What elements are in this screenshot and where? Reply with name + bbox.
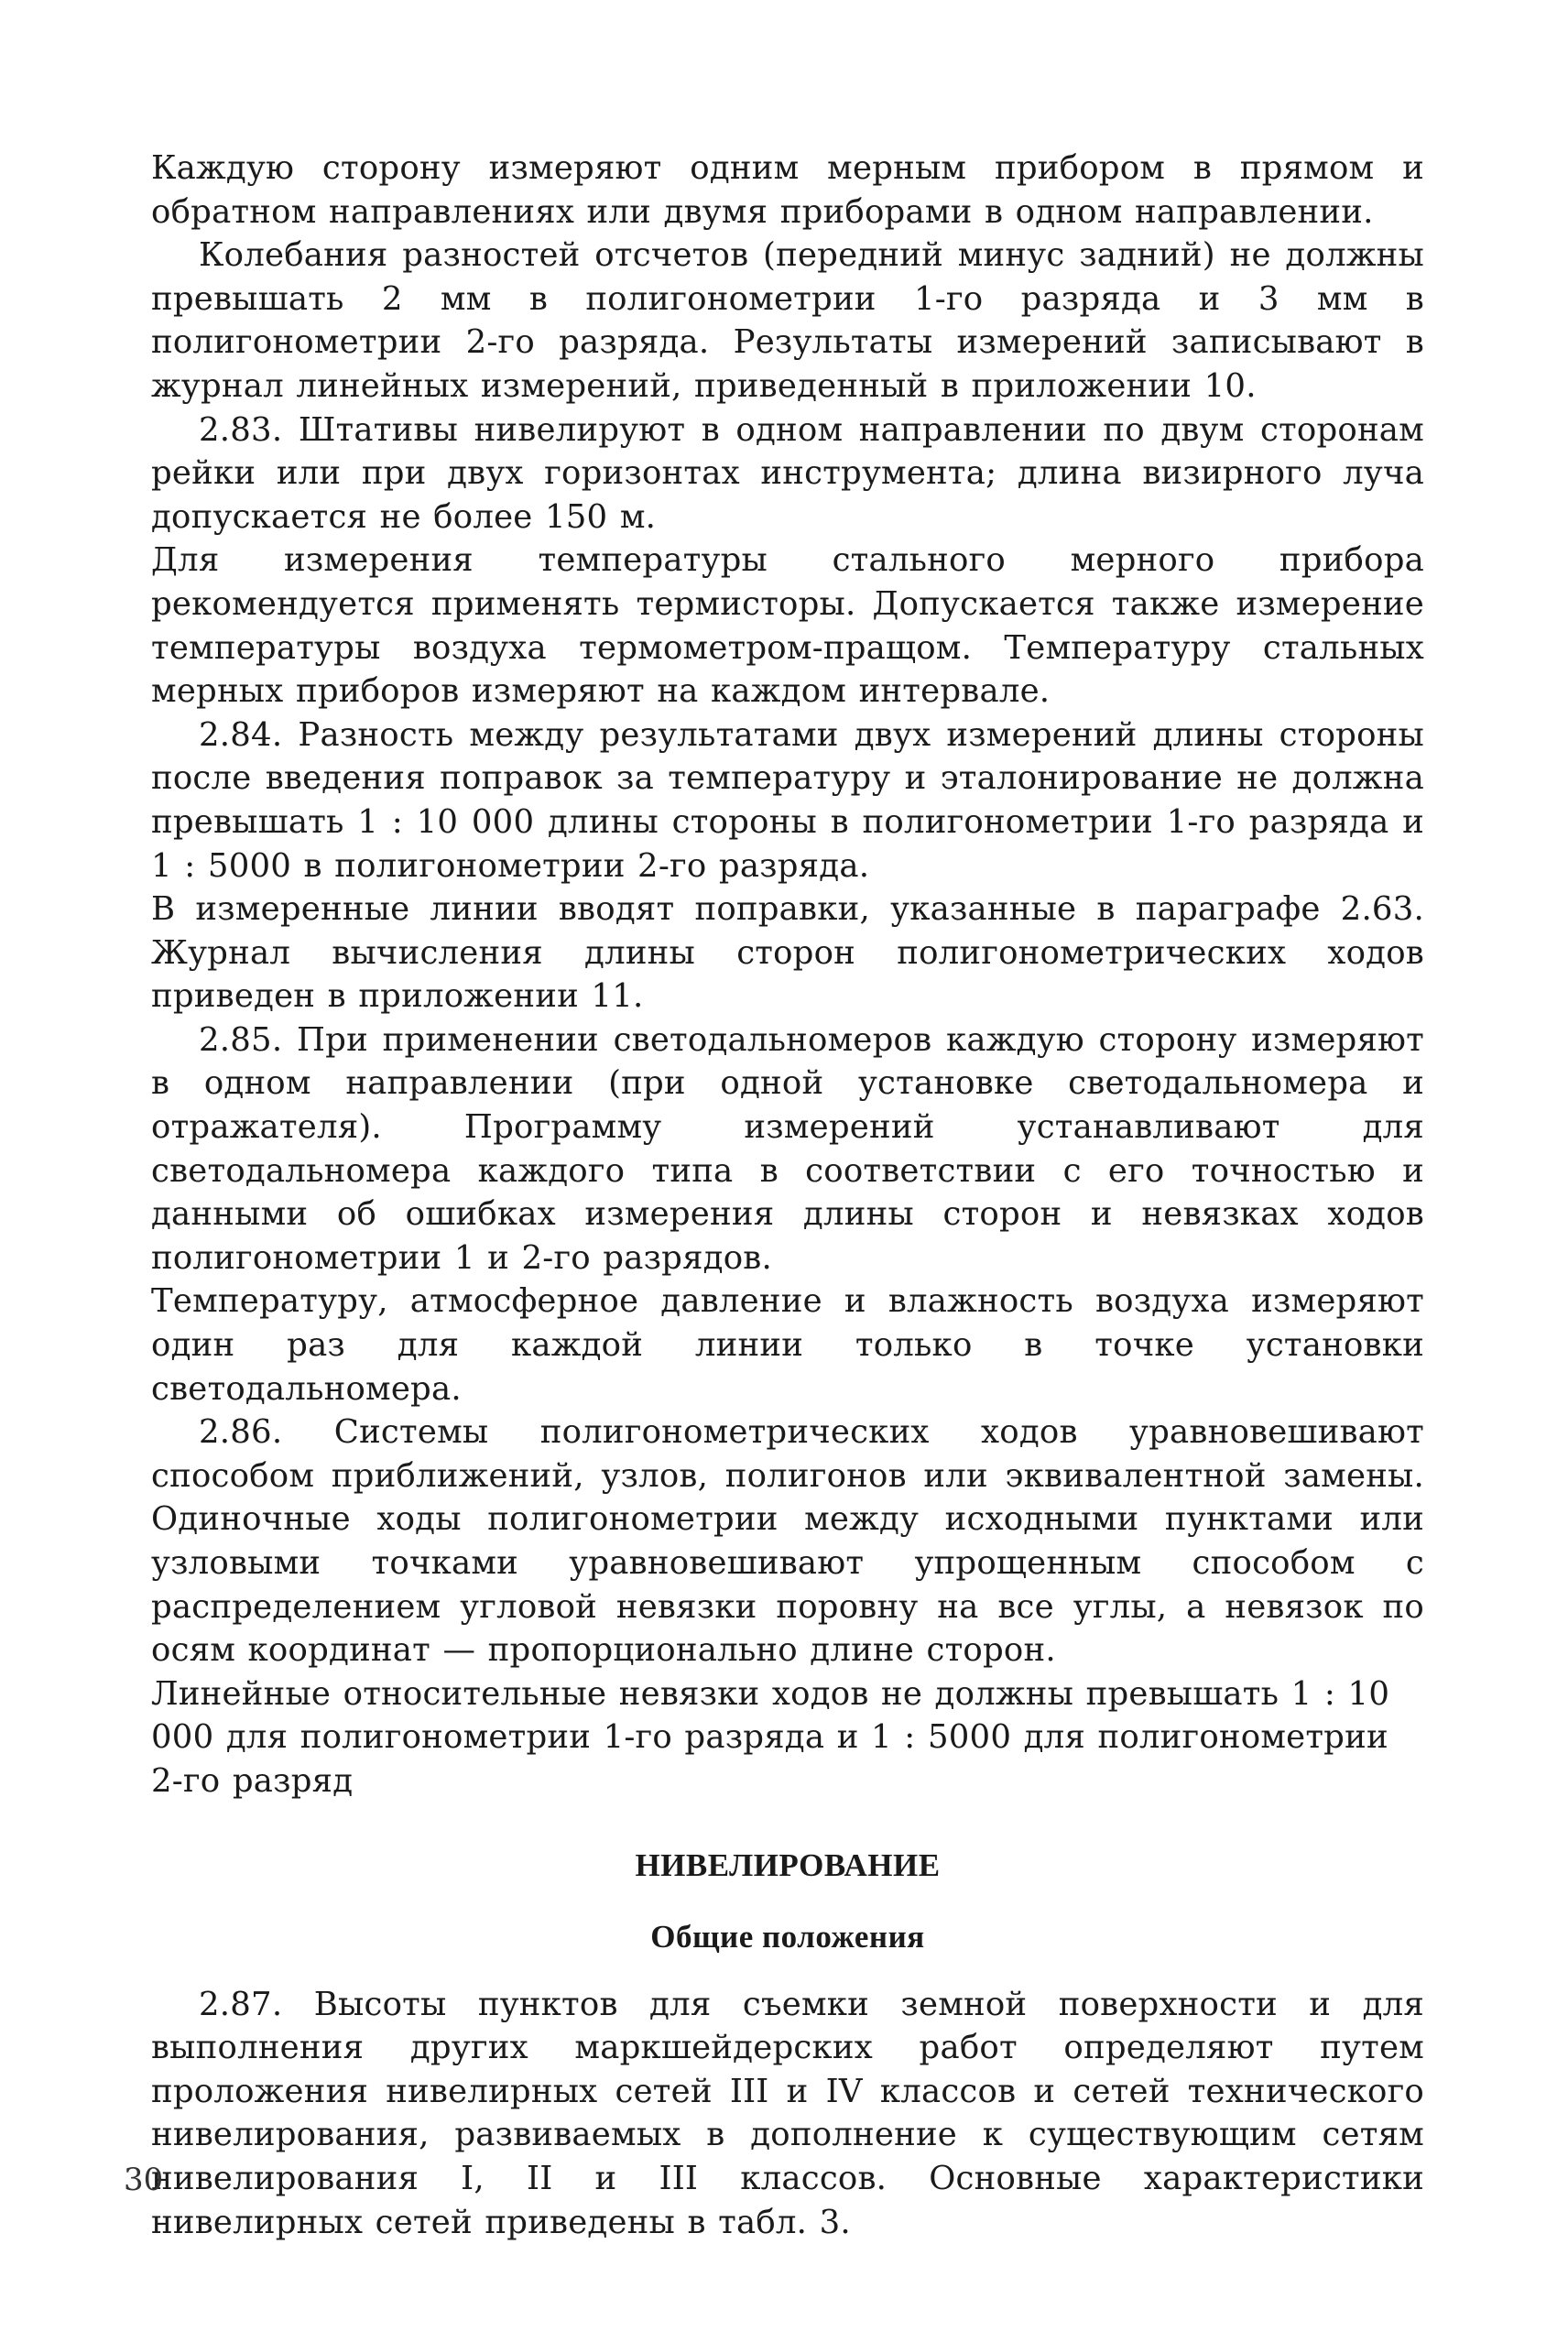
paragraph-4: Для измерения температуры стального мерного прибора рекомендуется применять термисторы. Допускается также измерение температуры воздуха термометром-пращом. Температуру стальных мерных приборов измеряют на каждом интервале.	[151, 541, 1424, 711]
paragraph-2: Колебания разностей отсчетов (передний минус задний) не должны превышать 2 мм в полигонометрии 1-го разряда и 3 мм в полигонометрии 2-го разряда. Результаты измерений записывают в журнал линейных измерений, приведенный в приложении 10.	[151, 236, 1424, 405]
paragraph-1: Каждую сторону измеряют одним мерным прибором в прямом и обратном направлениях или двумя приборами в одном направлении.	[151, 149, 1424, 231]
paragraph-8: Температуру, атмосферное давление и влажность воздуха измеряют один раз для каждой линии только в точке установки светодальномера.	[151, 1282, 1424, 1408]
section-title: НИВЕЛИРОВАНИЕ	[635, 1846, 941, 1883]
subsection-title: Общие положения	[650, 1918, 925, 1955]
text-block-bottom	[151, 1983, 1424, 2245]
page-body	[151, 147, 1424, 2244]
paragraph-10: Линейные относительные невязки ходов не должны превышать 1 : 10 000 для полигонометрии 1-го разряда и 1 : 5000 для полигонометрии 2-го разряд	[151, 1674, 1390, 1800]
paragraph-6: В измеренные линии вводят поправки, указанные в параграфе 2.63. Журнал вычисления длины сторон полигонометрических ходов приведен в приложении 11.	[151, 890, 1424, 1016]
text-block-top	[151, 147, 1424, 1803]
paragraph-5: 2.84. Разность между результатами двух измерений длины стороны после введения поправок за температуру и эталонирование не должна превышать 1 : 10 000 длины стороны в полигонометрии 1-го разряда и 1 : 5000 в полигонометрии 2-го разряда.	[151, 715, 1424, 885]
paragraph-11: 2.87. Высоты пунктов для съемки земной поверхности и для выполнения других маркшейдерских работ определяют путем проложения нивелирных сетей III и IV классов и сетей технического нивелирования, развиваемых в дополнение к существующим сетям нивелирования I, II и III классов. Основные характеристики нивелирных сетей приведены в табл. 3.	[151, 1985, 1424, 2241]
paragraph-3: 2.83. Штативы нивелируют в одном направлении по двум сторонам рейки или при двух горизонтах инструмента; длина визирного луча допускается не более 150 м.	[151, 410, 1424, 536]
page-number: 30	[124, 2162, 164, 2198]
paragraph-7: 2.85. При применении светодальномеров каждую сторону измеряют в одном направлении (при одной установке светодальномера и отражателя). Программу измерений устанавливают для светодальномера каждого типа в соответствии с его точностью и данными об ошибках измерения длины сторон и невязках ходов полигонометрии 1 и 2-го разрядов.	[151, 1020, 1424, 1277]
paragraph-9: 2.86. Системы полигонометрических ходов уравновешивают способом приближений, узлов, полигонов или эквивалентной замены. Одиночные ходы полигонометрии между исходными пунктами или узловыми точками уравновешивают упрощенным способом с распределением угловой невязки поровну на все углы, а невязок по осям координат — пропорционально длине сторон.	[151, 1413, 1424, 1670]
